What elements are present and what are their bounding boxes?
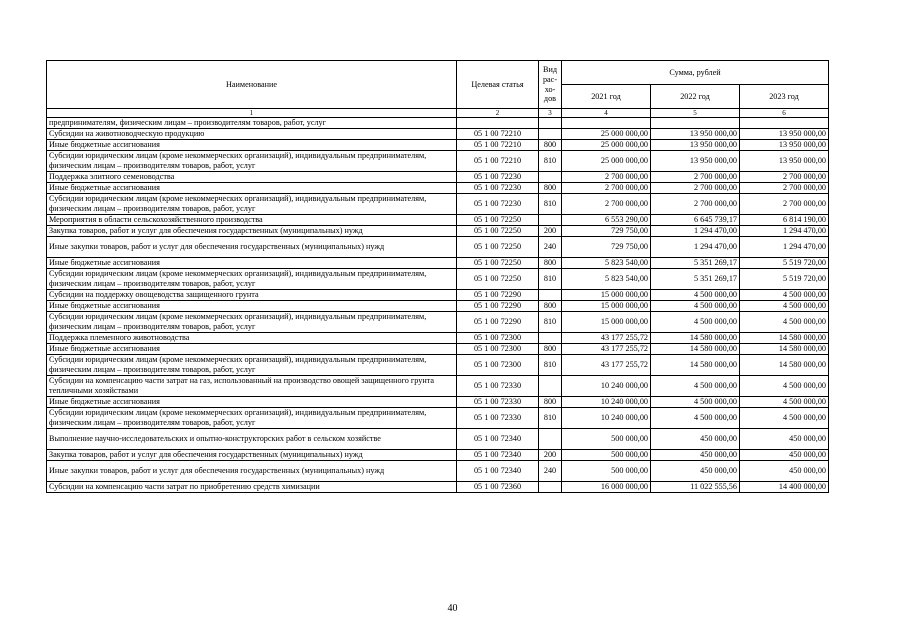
row-name: Субсидии юридическим лицам (кроме некоммерческих организаций), индивидуальным предпринимателям, физическим лицам – производителям товаров, работ, услуг [47, 151, 457, 172]
table-row [47, 258, 829, 269]
row-sum-2022: 5 351 269,17 [651, 269, 740, 290]
column-number: 6 [740, 109, 829, 118]
row-target-article: 05 1 00 72300 [457, 344, 539, 355]
row-sum-2021 [562, 118, 651, 129]
row-sum-2021: 2 700 000,00 [562, 183, 651, 194]
row-target-article: 05 1 00 72210 [457, 129, 539, 140]
table-row [47, 140, 829, 151]
row-target-article: 05 1 00 72360 [457, 482, 539, 493]
row-sum-2021: 15 000 000,00 [562, 312, 651, 333]
table-row [47, 461, 829, 482]
page-number: 40 [447, 603, 458, 614]
row-expense-type: 810 [539, 269, 562, 290]
row-target-article: 05 1 00 72290 [457, 290, 539, 301]
row-name: Иные бюджетные ассигнования [47, 301, 457, 312]
row-sum-2023: 13 950 000,00 [740, 151, 829, 172]
row-sum-2023: 4 500 000,00 [740, 408, 829, 429]
row-sum-2021: 10 240 000,00 [562, 376, 651, 397]
row-expense-type: 800 [539, 183, 562, 194]
table-row [47, 312, 829, 333]
row-sum-2023: 4 500 000,00 [740, 301, 829, 312]
row-sum-2022: 450 000,00 [651, 450, 740, 461]
row-target-article: 05 1 00 72230 [457, 194, 539, 215]
row-name: Иные закупки товаров, работ и услуг для обеспечения государственных (муниципальных) нужд [47, 461, 457, 482]
row-target-article: 05 1 00 72210 [457, 151, 539, 172]
row-sum-2021: 2 700 000,00 [562, 194, 651, 215]
row-target-article: 05 1 00 72340 [457, 461, 539, 482]
row-expense-type [539, 290, 562, 301]
row-sum-2022: 450 000,00 [651, 429, 740, 450]
row-sum-2021: 10 240 000,00 [562, 408, 651, 429]
row-name: Поддержка племенного животноводства [47, 333, 457, 344]
row-sum-2021: 729 750,00 [562, 226, 651, 237]
row-name: Иные бюджетные ассигнования [47, 344, 457, 355]
column-number: 5 [651, 109, 740, 118]
row-expense-type: 240 [539, 461, 562, 482]
row-name: Иные бюджетные ассигнования [47, 140, 457, 151]
row-sum-2022: 4 500 000,00 [651, 397, 740, 408]
row-sum-2022: 450 000,00 [651, 461, 740, 482]
row-sum-2023: 4 500 000,00 [740, 290, 829, 301]
row-sum-2022: 4 500 000,00 [651, 301, 740, 312]
row-sum-2023: 4 500 000,00 [740, 376, 829, 397]
row-sum-2022: 13 950 000,00 [651, 140, 740, 151]
row-name: Субсидии юридическим лицам (кроме некоммерческих организаций), индивидуальным предпринимателям, физическим лицам – производителям товаров, работ, услуг [47, 269, 457, 290]
row-expense-type [539, 429, 562, 450]
row-sum-2022: 4 500 000,00 [651, 290, 740, 301]
row-name: Иные бюджетные ассигнования [47, 258, 457, 269]
row-sum-2021: 5 823 540,00 [562, 258, 651, 269]
table-row [47, 237, 829, 258]
row-sum-2023: 450 000,00 [740, 429, 829, 450]
row-sum-2021: 500 000,00 [562, 450, 651, 461]
header-sum: Сумма, рублей [562, 61, 829, 85]
row-target-article: 05 1 00 72230 [457, 183, 539, 194]
row-name: Субсидии на компенсацию части затрат по приобретению средств химизации [47, 482, 457, 493]
row-target-article: 05 1 00 72330 [457, 376, 539, 397]
column-number: 2 [457, 109, 539, 118]
row-target-article: 05 1 00 72340 [457, 429, 539, 450]
header-year-2022: 2022 год [651, 85, 740, 109]
row-sum-2023: 1 294 470,00 [740, 237, 829, 258]
row-expense-type: 810 [539, 312, 562, 333]
row-sum-2022: 1 294 470,00 [651, 226, 740, 237]
row-name: Субсидии юридическим лицам (кроме некоммерческих организаций), индивидуальным предпринимателям, физическим лицам – производителям товаров, работ, услуг [47, 355, 457, 376]
row-sum-2023: 2 700 000,00 [740, 172, 829, 183]
row-name: Субсидии на поддержку овощеводства защищенного грунта [47, 290, 457, 301]
row-expense-type [539, 129, 562, 140]
row-name: предпринимателям, физическим лицам – производителям товаров, работ, услуг [47, 118, 457, 129]
table-row [47, 290, 829, 301]
row-expense-type: 810 [539, 408, 562, 429]
table-row [47, 129, 829, 140]
row-sum-2021: 25 000 000,00 [562, 151, 651, 172]
row-sum-2021: 2 700 000,00 [562, 172, 651, 183]
row-expense-type: 810 [539, 194, 562, 215]
row-name: Субсидии юридическим лицам (кроме некоммерческих организаций), индивидуальным предпринимателям, физическим лицам – производителям товаров, работ, услуг [47, 194, 457, 215]
table-row [47, 301, 829, 312]
row-expense-type [539, 215, 562, 226]
row-target-article [457, 118, 539, 129]
row-sum-2021: 15 000 000,00 [562, 290, 651, 301]
row-sum-2023: 14 580 000,00 [740, 355, 829, 376]
row-sum-2023: 13 950 000,00 [740, 129, 829, 140]
row-sum-2022: 6 645 739,17 [651, 215, 740, 226]
header-year-2023: 2023 год [740, 85, 829, 109]
row-sum-2021: 15 000 000,00 [562, 301, 651, 312]
row-sum-2021: 43 177 255,72 [562, 333, 651, 344]
row-sum-2022: 14 580 000,00 [651, 355, 740, 376]
row-sum-2023: 5 519 720,00 [740, 269, 829, 290]
table-row [47, 194, 829, 215]
row-target-article: 05 1 00 72290 [457, 312, 539, 333]
table-row [47, 183, 829, 194]
row-expense-type [539, 118, 562, 129]
table-row [47, 226, 829, 237]
row-name: Субсидии юридическим лицам (кроме некоммерческих организаций), индивидуальным предпринимателям, физическим лицам – производителям товаров, работ, услуг [47, 312, 457, 333]
row-sum-2023: 4 500 000,00 [740, 397, 829, 408]
row-expense-type: 810 [539, 151, 562, 172]
row-target-article: 05 1 00 72290 [457, 301, 539, 312]
row-sum-2023: 14 580 000,00 [740, 344, 829, 355]
row-sum-2022: 1 294 470,00 [651, 237, 740, 258]
table-row [47, 151, 829, 172]
table-row [47, 269, 829, 290]
row-target-article: 05 1 00 72250 [457, 237, 539, 258]
row-sum-2021: 500 000,00 [562, 461, 651, 482]
row-expense-type [539, 376, 562, 397]
row-name: Иные бюджетные ассигнования [47, 397, 457, 408]
column-number: 3 [539, 109, 562, 118]
row-expense-type: 800 [539, 301, 562, 312]
row-sum-2022: 11 022 555,56 [651, 482, 740, 493]
row-sum-2021: 10 240 000,00 [562, 397, 651, 408]
row-target-article: 05 1 00 72210 [457, 140, 539, 151]
row-sum-2022: 13 950 000,00 [651, 129, 740, 140]
row-expense-type [539, 333, 562, 344]
table-row [47, 118, 829, 129]
row-sum-2023: 450 000,00 [740, 461, 829, 482]
row-sum-2023: 2 700 000,00 [740, 183, 829, 194]
table-row [47, 344, 829, 355]
row-sum-2022: 14 580 000,00 [651, 333, 740, 344]
row-expense-type: 200 [539, 450, 562, 461]
row-sum-2021: 500 000,00 [562, 429, 651, 450]
row-expense-type: 800 [539, 258, 562, 269]
row-sum-2022: 2 700 000,00 [651, 172, 740, 183]
row-target-article: 05 1 00 72250 [457, 226, 539, 237]
row-sum-2021: 25 000 000,00 [562, 140, 651, 151]
row-expense-type: 810 [539, 355, 562, 376]
row-target-article: 05 1 00 72250 [457, 269, 539, 290]
row-sum-2021: 43 177 255,72 [562, 355, 651, 376]
row-name: Субсидии юридическим лицам (кроме некоммерческих организаций), индивидуальным предпринимателям, физическим лицам – производителям товаров, работ, услуг [47, 408, 457, 429]
row-expense-type: 800 [539, 140, 562, 151]
row-target-article: 05 1 00 72330 [457, 397, 539, 408]
row-sum-2022: 2 700 000,00 [651, 194, 740, 215]
budget-table-container [46, 60, 829, 493]
budget-table [46, 60, 829, 493]
row-name: Мероприятия в области сельскохозяйственного производства [47, 215, 457, 226]
column-numbers-row [47, 109, 829, 118]
row-sum-2021: 6 553 290,00 [562, 215, 651, 226]
row-name: Иные закупки товаров, работ и услуг для обеспечения государственных (муниципальных) нужд [47, 237, 457, 258]
row-name: Закупка товаров, работ и услуг для обеспечения государственных (муниципальных) нужд [47, 226, 457, 237]
table-row [47, 450, 829, 461]
table-row [47, 215, 829, 226]
row-sum-2022: 4 500 000,00 [651, 312, 740, 333]
row-sum-2022: 5 351 269,17 [651, 258, 740, 269]
row-sum-2023: 4 500 000,00 [740, 312, 829, 333]
row-sum-2023: 6 814 190,00 [740, 215, 829, 226]
row-target-article: 05 1 00 72250 [457, 215, 539, 226]
row-sum-2021: 5 823 540,00 [562, 269, 651, 290]
row-name: Иные бюджетные ассигнования [47, 183, 457, 194]
row-target-article: 05 1 00 72330 [457, 408, 539, 429]
table-row [47, 376, 829, 397]
row-sum-2021: 25 000 000,00 [562, 129, 651, 140]
row-sum-2023: 14 580 000,00 [740, 333, 829, 344]
row-sum-2022: 14 580 000,00 [651, 344, 740, 355]
row-sum-2023: 5 519 720,00 [740, 258, 829, 269]
row-expense-type [539, 482, 562, 493]
header-year-2021: 2021 год [562, 85, 651, 109]
row-target-article: 05 1 00 72250 [457, 258, 539, 269]
row-expense-type: 200 [539, 226, 562, 237]
row-sum-2023: 14 400 000,00 [740, 482, 829, 493]
table-row [47, 355, 829, 376]
row-expense-type: 800 [539, 397, 562, 408]
row-sum-2023: 2 700 000,00 [740, 194, 829, 215]
row-sum-2022: 13 950 000,00 [651, 151, 740, 172]
table-row [47, 397, 829, 408]
row-target-article: 05 1 00 72340 [457, 450, 539, 461]
table-row [47, 429, 829, 450]
row-name: Субсидии на животноводческую продукцию [47, 129, 457, 140]
row-target-article: 05 1 00 72230 [457, 172, 539, 183]
row-sum-2023: 1 294 470,00 [740, 226, 829, 237]
row-name: Выполнение научно-исследовательских и опытно-конструкторских работ в сельском хозяйстве [47, 429, 457, 450]
table-body [47, 118, 829, 493]
header-expense-type: Вид рас-хо-дов [539, 61, 562, 109]
row-expense-type: 800 [539, 344, 562, 355]
row-sum-2021: 16 000 000,00 [562, 482, 651, 493]
table-row [47, 482, 829, 493]
row-sum-2021: 43 177 255,72 [562, 344, 651, 355]
row-sum-2023 [740, 118, 829, 129]
table-row [47, 333, 829, 344]
row-name: Субсидии на компенсацию части затрат на газ, использованный на производство овощей защищенного грунта тепличными хозяйствами [47, 376, 457, 397]
table-row [47, 408, 829, 429]
row-sum-2022: 4 500 000,00 [651, 408, 740, 429]
row-sum-2022: 2 700 000,00 [651, 183, 740, 194]
row-sum-2023: 13 950 000,00 [740, 140, 829, 151]
row-name: Поддержка элитного семеноводства [47, 172, 457, 183]
row-sum-2022: 4 500 000,00 [651, 376, 740, 397]
column-number: 1 [47, 109, 457, 118]
row-target-article: 05 1 00 72300 [457, 355, 539, 376]
row-sum-2021: 729 750,00 [562, 237, 651, 258]
column-number: 4 [562, 109, 651, 118]
row-name: Закупка товаров, работ и услуг для обеспечения государственных (муниципальных) нужд [47, 450, 457, 461]
row-target-article: 05 1 00 72300 [457, 333, 539, 344]
row-expense-type [539, 172, 562, 183]
row-sum-2023: 450 000,00 [740, 450, 829, 461]
row-expense-type: 240 [539, 237, 562, 258]
row-sum-2022 [651, 118, 740, 129]
header-target-article: Целевая статья [457, 61, 539, 109]
header-name: Наименование [47, 61, 457, 109]
table-row [47, 172, 829, 183]
